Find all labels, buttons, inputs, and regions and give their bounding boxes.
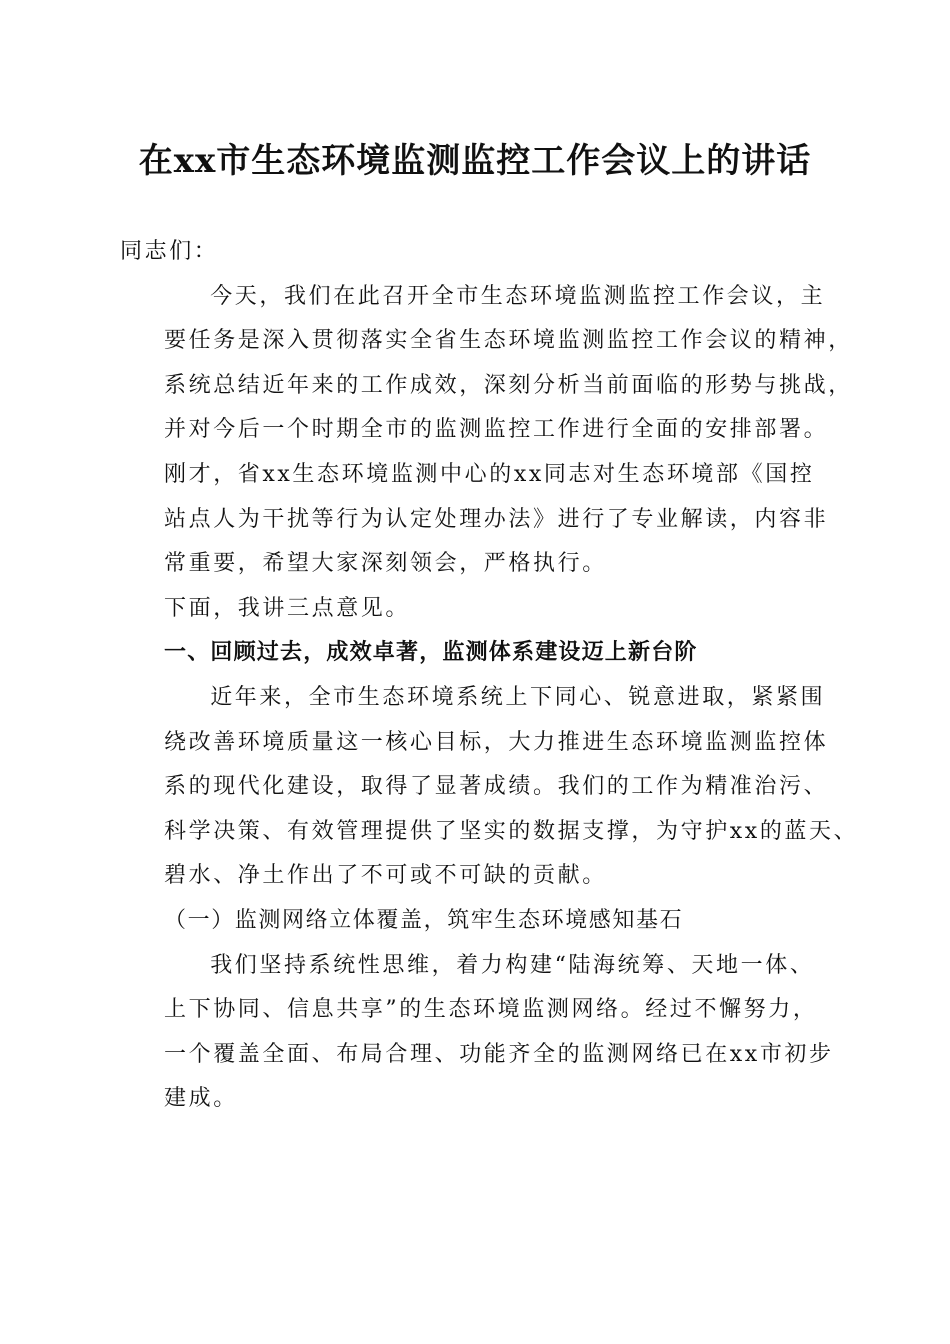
paragraph-line: 碧水、净土作出了不可或不可缺的贡献。: [164, 863, 607, 889]
paragraph-line: 常重要，希望大家深刻领会，严格执行。: [164, 551, 607, 577]
paragraph-line: 我们坚持系统性思维，着力构建“陆海统筹、天地一体、: [210, 952, 815, 978]
document-title: 在xx市生态环境监测监控工作会议上的讲话: [138, 141, 812, 181]
paragraph-line: 上下协同、信息共享”的生态环境监测网络。经过不懈努力，: [164, 997, 818, 1023]
paragraph-line: 并对今后一个时期全市的监测监控工作进行全面的安排部署。: [164, 417, 829, 443]
paragraph-line: 近年来，全市生态环境系统上下同心、锐意进取，紧紧围: [210, 684, 826, 710]
paragraph-line: 要任务是深入贯彻落实全省生态环境监测监控工作会议的精神，: [164, 328, 853, 354]
paragraph-line: 系统总结近年来的工作成效，深刻分析当前面临的形势与挑战，: [164, 372, 853, 398]
paragraph-line: 建成。: [164, 1086, 238, 1112]
paragraph-line: 绕改善环境质量这一核心目标，大力推进生态环境监测监控体: [164, 729, 829, 755]
paragraph-line: 站点人为干扰等行为认定处理办法》进行了专业解读，内容非: [164, 506, 829, 532]
transition-paragraph: 下面，我讲三点意见。: [164, 595, 411, 621]
paragraph-line: 科学决策、有效管理提供了坚实的数据支撑，为守护xx的蓝天、: [164, 818, 859, 844]
intro-paragraph: [120, 275, 853, 587]
document-body: [120, 230, 859, 1122]
paragraph-line: 系的现代化建设，取得了显著成绩。我们的工作为精准治污、: [164, 774, 829, 800]
paragraph-line: 一个覆盖全面、布局合理、功能齐全的监测网络已在xx市初步: [164, 1041, 834, 1067]
section1-paragraph: [120, 676, 859, 899]
paragraph-line: 刚才，省xx生态环境监测中心的xx同志对生态环境部《国控: [164, 461, 815, 487]
paragraph-line: 今天，我们在此召开全市生态环境监测监控工作会议，主: [210, 283, 826, 309]
salutation: 同志们：: [120, 239, 219, 264]
subsection1-paragraph: [120, 944, 840, 1122]
section-heading-1: 一、回顾过去，成效卓著，监测体系建设迈上新台阶: [164, 640, 698, 666]
subsection-heading-1: （一）监测网络立体覆盖，筑牢生态环境感知基石: [164, 907, 684, 933]
